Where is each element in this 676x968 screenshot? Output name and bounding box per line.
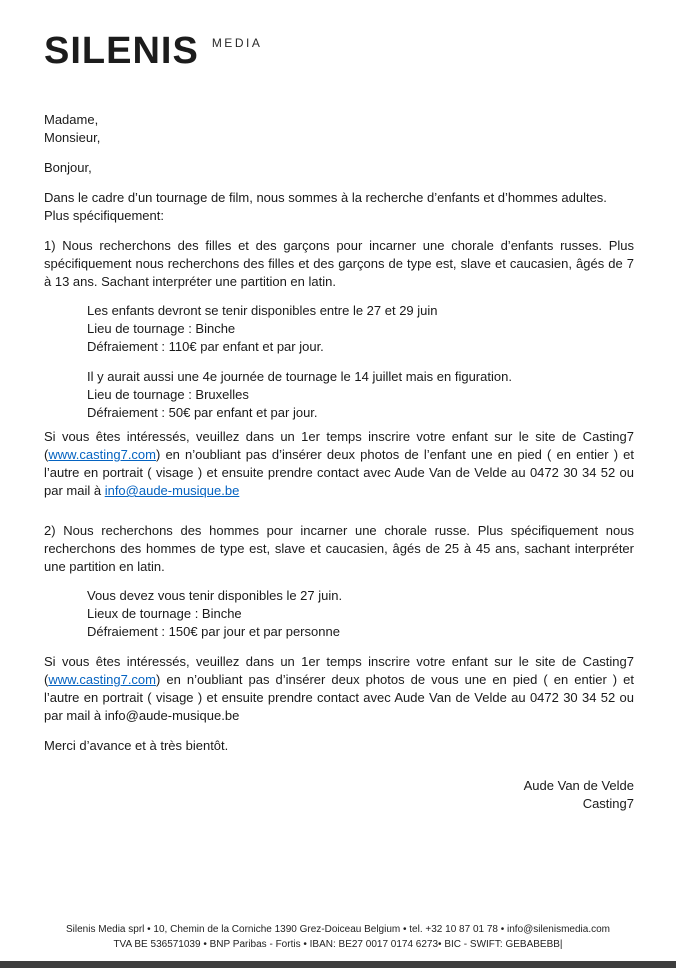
paragraph-men-casting: 2) Nous recherchons des hommes pour incarner une chorale russe. Plus spécifiquement nous recherchons des hommes de type est, slave et caucasien, âgés de 25 à 45 ans, sachant interpréter une partition en latin. bbox=[44, 523, 634, 574]
paragraph-children-casting: 1) Nous recherchons des filles et des garçons pour incarner une chorale d’enfants russes. Plus spécifiquement nous recherchons des filles et des garçons de type est, slave et caucasien, âgés de 7 à 13 ans. Sachant interpréter une partition en latin. bbox=[44, 238, 634, 289]
signature-role: Casting7 bbox=[582, 796, 634, 811]
bottom-bar bbox=[0, 961, 676, 968]
detail-line: Vous devez vous tenir disponibles le 27 juin. bbox=[87, 588, 343, 603]
children-availability-block bbox=[44, 302, 634, 356]
email-link[interactable]: info@aude-musique.be bbox=[104, 483, 240, 498]
detail-line: Les enfants devront se tenir disponibles entre le 27 et 29 juin bbox=[87, 303, 438, 318]
salutation-line: Madame, bbox=[44, 112, 99, 127]
signature-block bbox=[44, 777, 634, 813]
contact-text: ) en n’oubliant pas d’insérer deux photos de l’enfant une en pied ( en entier ) et l’autre en portrait ( visage ) et ensuite prendre contact avec Aude Van de Velde au 0472 30 34 52 ou par mail à bbox=[44, 447, 634, 498]
detail-line: Il y aurait aussi une 4e journée de tournage le 14 juillet mais en figuration. bbox=[87, 369, 512, 384]
contact-text: Si vous êtes intéressés, veuillez dans un 1er temps inscrire votre enfant sur le site de Casting7 ( bbox=[44, 654, 634, 687]
casting7-link[interactable]: www.casting7.com bbox=[48, 672, 156, 687]
page-footer bbox=[0, 922, 676, 952]
contact-paragraph-1 bbox=[44, 428, 634, 500]
contact-paragraph-2 bbox=[44, 653, 634, 725]
detail-line: Défraiement : 110€ par enfant et par jour. bbox=[87, 339, 324, 354]
footer-line-2 bbox=[0, 937, 676, 952]
detail-line: Défraiement : 50€ par enfant et par jour. bbox=[87, 405, 318, 420]
media-wordmark: MEDIA bbox=[211, 36, 263, 50]
contact-text: Si vous êtes intéressés, veuillez dans un 1er temps inscrire votre enfant sur le site de Casting7 ( bbox=[44, 429, 634, 462]
contact-text: ) en n’oubliant pas d’insérer deux photos de vous une en pied ( en entier ) et l’autre en portrait ( visage ) et ensuite prendre contact avec Aude Van de Velde au 0472 30 34 52 ou par mail à info@aude-musique.be bbox=[44, 672, 634, 723]
men-availability-block bbox=[44, 587, 634, 641]
signature-name: Aude Van de Velde bbox=[523, 778, 634, 793]
letter-body bbox=[44, 111, 634, 813]
footer-line-2-text: TVA BE 536571039 • BNP Paribas - Fortis • IBAN: BE27 0017 0174 6273• BIC - SWIFT: GEBABEBB bbox=[113, 939, 560, 950]
detail-line: Lieux de tournage : Binche bbox=[87, 606, 242, 621]
casting7-link[interactable]: www.casting7.com bbox=[48, 447, 156, 462]
silenis-wordmark: SILENIS bbox=[44, 30, 199, 72]
closing-line: Merci d’avance et à très bientôt. bbox=[44, 738, 229, 753]
letterhead bbox=[44, 28, 634, 75]
intro-line: Dans le cadre d’un tournage de film, nous sommes à la recherche d’enfants et d’hommes adultes. bbox=[44, 190, 607, 205]
detail-line: Défraiement : 150€ par jour et par personne bbox=[87, 624, 340, 639]
detail-line: Lieu de tournage : Bruxelles bbox=[87, 387, 249, 402]
footer-line-1: Silenis Media sprl • 10, Chemin de la Corniche 1390 Grez-Doiceau Belgium • tel. +32 10 87 01 78 • info@silenismedia.com bbox=[66, 924, 610, 935]
detail-line: Lieu de tournage : Binche bbox=[87, 321, 236, 336]
text-cursor: | bbox=[559, 939, 563, 950]
intro-line: Plus spécifiquement: bbox=[44, 208, 164, 223]
salutation-line: Monsieur, bbox=[44, 130, 101, 145]
children-extra-day-block bbox=[44, 368, 634, 422]
greeting-line: Bonjour, bbox=[44, 160, 92, 175]
